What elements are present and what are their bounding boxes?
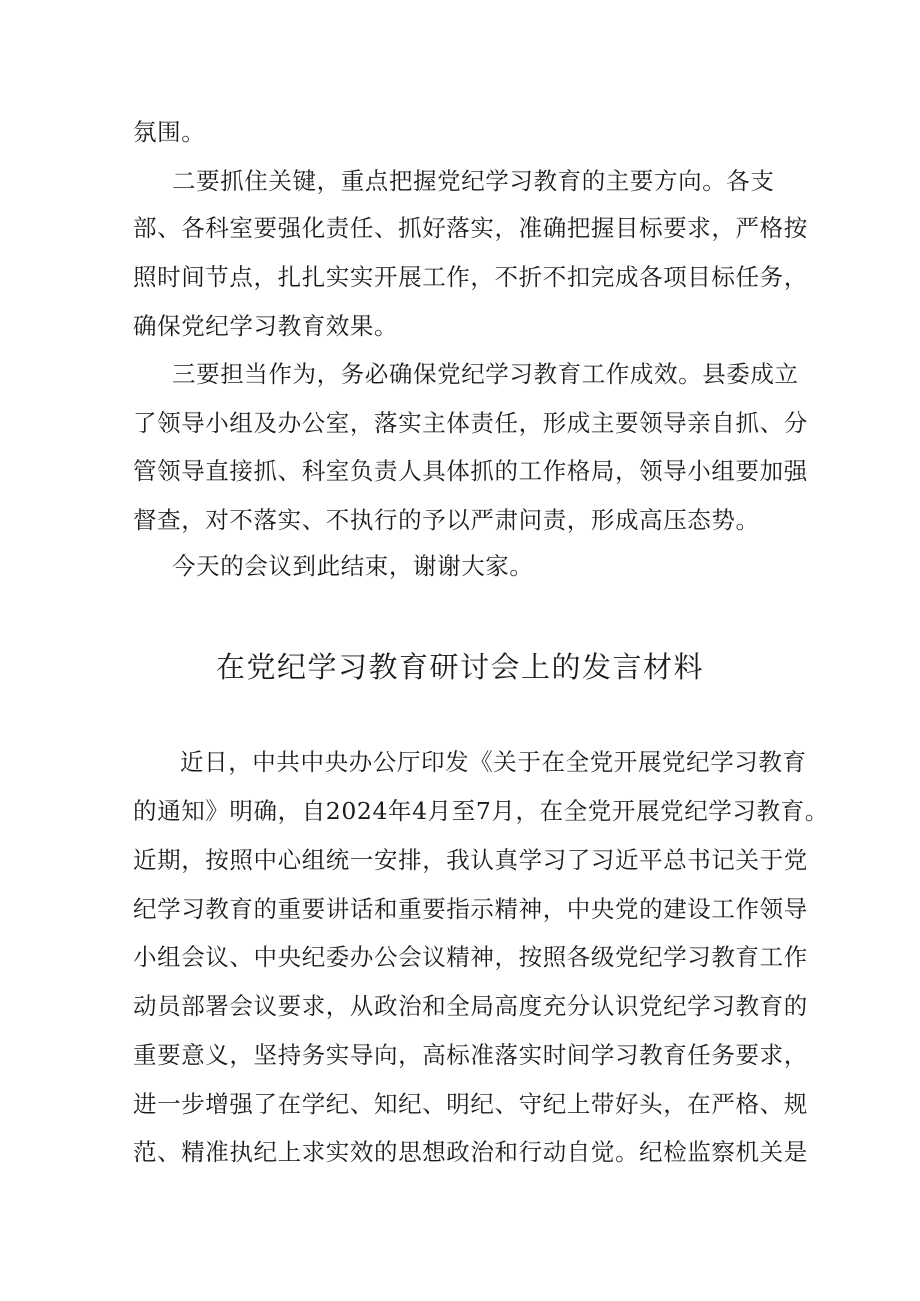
paragraph-line: 今天的会议到此结束，谢谢大家。	[172, 552, 534, 580]
paragraph-line: 重要意义，坚持务实导向，高标准落实时间学习教育任务要求，	[133, 1041, 808, 1069]
article-title: 在党纪学习教育研讨会上的发言材料	[215, 650, 704, 684]
paragraph-line: 的通知》明确，自2024年4月至7月，在全党开展党纪学习教育。	[133, 797, 829, 825]
paragraph-line: 确保党纪学习教育效果。	[133, 312, 399, 340]
paragraph-line: 部、各科室要强化责任、抓好落实，准确把握目标要求，严格按	[133, 214, 808, 242]
paragraph-line: 二要抓住关键，重点把握党纪学习教育的主要方向。各支	[172, 167, 775, 195]
paragraph-line: 了领导小组及办公室，落实主体责任，形成主要领导亲自抓、分	[133, 409, 808, 437]
paragraph-line: 近日，中共中央办公厅印发《关于在全党开展党纪学习教育	[180, 748, 807, 776]
paragraph-line: 氛围。	[133, 118, 206, 146]
paragraph-line: 纪学习教育的重要讲话和重要指示精神，中央党的建设工作领导	[133, 895, 808, 923]
paragraph-line: 三要担当作为，务必确保党纪学习教育工作成效。县委成立	[172, 360, 799, 388]
paragraph-line: 范、精准执纪上求实效的思想政治和行动自觉。纪检监察机关是	[133, 1138, 808, 1166]
paragraph-line: 小组会议、中央纪委办公会议精神，按照各级党纪学习教育工作	[133, 943, 808, 971]
paragraph-line: 管领导直接抓、科室负责人具体抓的工作格局，领导小组要加强	[133, 457, 808, 485]
paragraph-line: 动员部署会议要求，从政治和全局高度充分认识党纪学习教育的	[133, 992, 808, 1020]
paragraph-line: 督查，对不落实、不执行的予以严肃问责，形成高压态势。	[133, 506, 760, 534]
paragraph-line: 进一步增强了在学纪、知纪、明纪、守纪上带好头，在严格、规	[133, 1090, 808, 1118]
paragraph-line: 近期，按照中心组统一安排，我认真学习了习近平总书记关于党	[133, 846, 808, 874]
paragraph-line: 照时间节点，扎扎实实开展工作，不折不扣完成各项目标任务，	[133, 263, 808, 291]
